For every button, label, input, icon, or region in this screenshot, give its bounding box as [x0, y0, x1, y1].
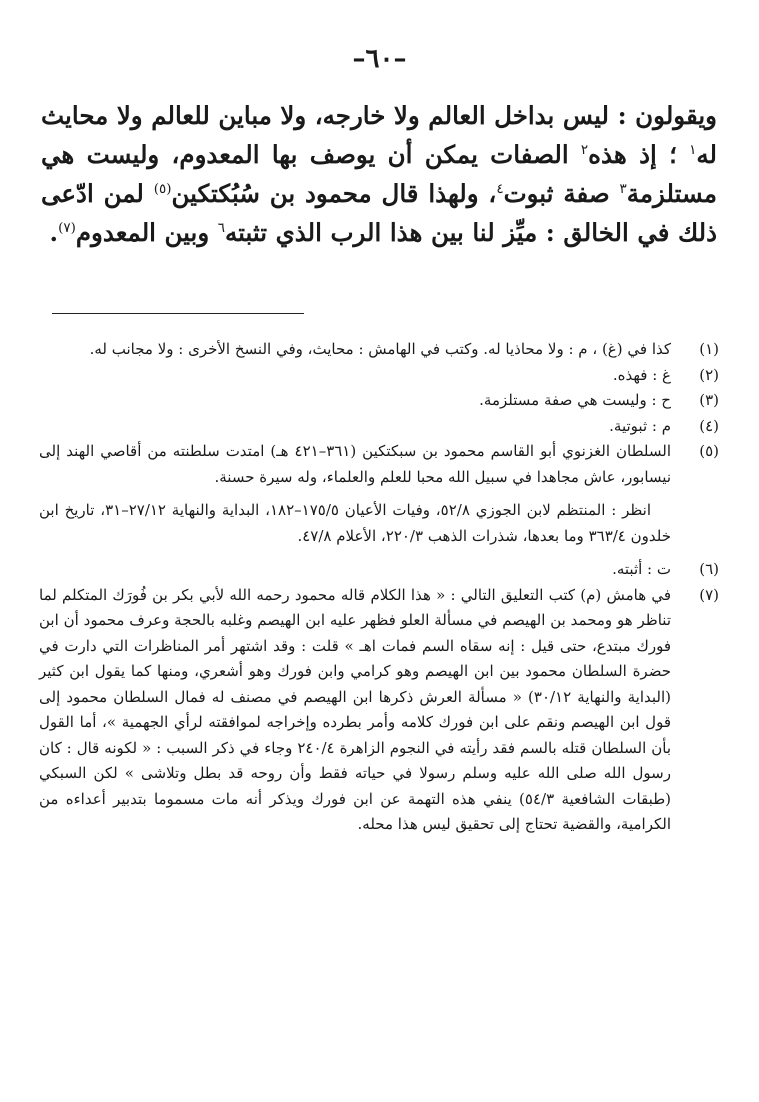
footnote-separator: [52, 313, 304, 314]
footnote-number: (٧): [699, 585, 719, 604]
footnote-number: (١): [699, 340, 719, 358]
footnotes-list: [39, 337, 719, 838]
text-segment: .: [49, 218, 59, 247]
text-segment: لمن ادّعى ذلك في الخالق : ميِّز لنا بين هذا الرب الذي تثبته: [41, 179, 717, 247]
footnote-6: [39, 557, 719, 583]
footnote-text: كذا في (غ) ، م : ولا محاذيا له. وكتب في الهامش : محايث، وفي النسخ الأخرى : ولا مجانب له.: [89, 340, 671, 358]
footnote-5-sources: [39, 498, 719, 549]
text-segment: صفة ثبوت: [503, 179, 620, 208]
footnote-3: [39, 388, 719, 414]
footnote-number: (٤): [699, 416, 719, 435]
main-paragraph: [41, 96, 717, 252]
text-segment: ويقولون : ليس بداخل العالم ولا خارجه، ولا مباين للعالم ولا محايث له: [41, 101, 717, 169]
footnote-number: (٣): [699, 391, 719, 409]
footnote-2: [39, 363, 719, 389]
footnote-4: [39, 414, 719, 440]
footnote-number: (٦): [699, 560, 719, 578]
text-segment: ، ولهذا قال محمود بن سُبُكتكين: [171, 179, 497, 208]
footnote-ref: ١: [689, 141, 697, 158]
footnote-1: [39, 337, 719, 363]
footnote-text: غ : فهذه.: [612, 365, 671, 384]
footnote-ref: ٢: [580, 141, 589, 158]
footnote-text: م : ثبوتية.: [609, 416, 671, 435]
footnote-ref: ٤: [496, 180, 504, 197]
text-segment: ؛ إذ هذه: [588, 140, 690, 169]
footnote-ref: (٧): [58, 219, 76, 236]
footnote-ref: (٥): [153, 180, 172, 197]
footnote-number: (٢): [699, 365, 719, 384]
text-segment: وبين المعدوم: [75, 218, 218, 247]
footnote-ref: ٣: [619, 180, 627, 197]
footnote-text: السلطان الغزنوي أبو القاسم محمود بن سبكتكين (٣٦١–٤٢١ هـ) امتدت سلطنته من أقاصي الهند إلى نيسابور، عاش مجاهدا في سبيل الله محبا للعلم والعلماء، وله سيرة حسنة.: [39, 442, 671, 486]
page-number: –٦٠–: [352, 44, 407, 74]
footnote-text: ت : أثبته.: [612, 560, 671, 578]
footnote-text: ح : وليست هي صفة مستلزمة.: [479, 391, 671, 409]
footnote-ref: ٦: [217, 219, 225, 236]
footnote-7: [39, 583, 719, 838]
footnote-text: في هامش (م) كتب التعليق التالي : « هذا الكلام قاله محمود رحمه الله لأبي بكر بن فُورَك المتكلم لما تناظر هو ومحمد بن الهيصم في مسألة العلو فظهر عليه ابن الهيصم وغلبه بالحجة وعرف محمود أن ابن فورك مبتدع، حتى قيل : إنه سقاه السم فمات اهـ » قلت : وقد اشتهر أمر المناظرات التي دارت في حضرة السلطان محمود بين ابن الهيصم وهو كرامي وابن فورك وهو أشعري، ومنها كما يقول ابن كثير (البداية والنهاية ٣٠/١٢) « مسألة العرش ذكرها ابن الهيصم في مصنف له فمال السلطان محمود إلى قول ابن الهيصم ونقم على ابن فورك كلامه وأمر بطرده وإخراجه لموافقته لرأي الجهمية »، أما القول بأن السلطان قتله بالسم فقد رأيته في النجوم الزاهرة ٢٤٠/٤ وجاء في ذكر السبب : « لكونه قال : كان رسول الله صلى الله عليه وسلم رسولا في حياته فقط وأن روحه قد بطل وتلاشى » لكن السبكي (طبقات الشافعية ٥٤/٣) ينفي هذه التهمة عن ابن فورك ويذكر أنه مات مسموما بتدبير أعداءه من الكرامية، والقضية تحتاج إلى تحقيق ليس هذا محله.: [39, 585, 672, 833]
text-segment: الصفات يمكن أن يوصف بها المعدوم، وليست هي مستلزمة: [41, 140, 717, 208]
footnote-number: (٥): [699, 442, 719, 460]
footnote-5: [39, 439, 719, 490]
footnote-sources-text: انظر : المنتظم لابن الجوزي ٥٢/٨، وفيات الأعيان ١٧٥/٥–١٨٢، البداية والنهاية ٢٧/١٢–٣١، تاريخ ابن خلدون ٣٦٣/٤ وما بعدها، شذرات الذهب ٢٢٠/٣، الأعلام ٤٧/٨.: [39, 501, 671, 545]
